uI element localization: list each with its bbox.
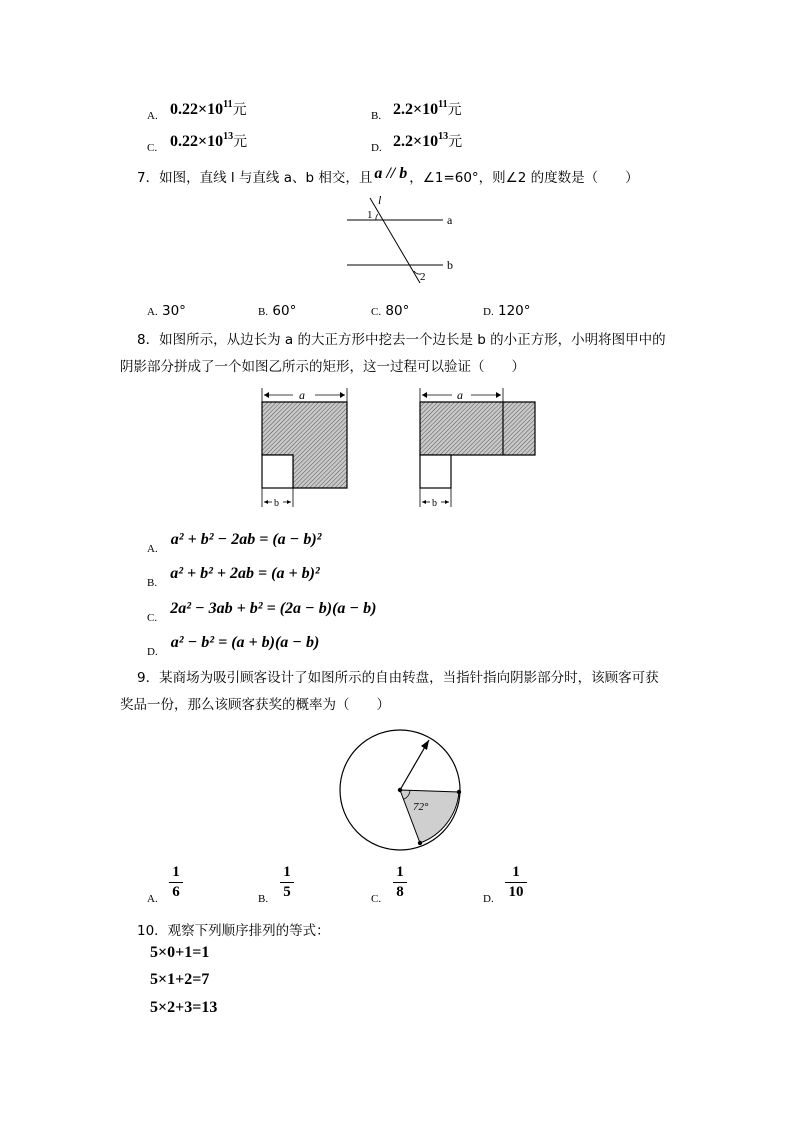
angle-label: 72° <box>413 801 429 813</box>
q8-option-a: $_{A.}$ a² + b² − 2ab = (a − b)² <box>147 531 322 555</box>
line-l <box>370 198 420 283</box>
q8-stem-line1: 8．如图所示，从边长为 a 的大正方形中挖去一个边长是 b 的小正方形，小明将图甲中的 <box>137 332 666 348</box>
label-1: 1 <box>367 209 373 221</box>
label-a: a <box>299 388 305 402</box>
q8-squares-figure <box>255 385 555 515</box>
label-l: l <box>378 193 382 207</box>
option-value: $0.22\times 10^{13}$元 <box>170 131 248 150</box>
q10-equation-3: 5×2+3=13 <box>150 999 218 1016</box>
option-value: $0.22\times 10^{11}$元 <box>170 99 247 118</box>
q10-equation-2: 5×1+2=7 <box>150 971 210 988</box>
q10-equation-1: 5×0+1=1 <box>150 944 210 961</box>
q9-option-b-fraction: 1 5 <box>280 864 294 901</box>
label-b: b <box>447 258 453 272</box>
option-value: $2.2\times 10^{11}$元 <box>393 99 462 118</box>
q9-option-c-fraction: 1 8 <box>393 864 407 901</box>
q7-parallel-lines-figure <box>340 190 470 290</box>
option-label: A. <box>147 110 158 122</box>
figure-jia <box>262 388 347 509</box>
q9-option-d-fraction: 1 10 <box>505 864 527 901</box>
q9-stem-line2: 奖品一份，那么该顾客获奖的概率为（ ） <box>120 697 390 713</box>
q7-stem: 7．如图，直线 l 与直线 a、b 相交，且 a // b ，∠1=60°，则∠2 的度数是（ ） <box>137 165 639 186</box>
angle1-arc <box>376 214 378 220</box>
label-a: a <box>447 213 453 227</box>
q7-option-c: C. 80° <box>371 303 410 319</box>
q9-stem-line1: 9．某商场为吸引顾客设计了如图所示的自由转盘，当指针指向阴影部分时，该顾客可获 <box>137 670 659 686</box>
q7-option-d: D. 120° <box>483 303 531 319</box>
option-label: D. <box>483 893 494 905</box>
option-value: $2.2\times 10^{13}$元 <box>393 131 463 150</box>
q7-option-b: B. 60° <box>258 303 297 319</box>
label-2: 2 <box>420 271 426 283</box>
option-label: B. <box>371 110 382 122</box>
label-b: b <box>274 498 279 509</box>
q9-option-a-fraction: 1 6 <box>169 864 183 901</box>
option-label: C. <box>147 142 158 154</box>
q8-stem-line2: 阴影部分拼成了一个如图乙所示的矩形，这一过程可以验证（ ） <box>120 359 525 375</box>
label-b: b <box>432 498 437 509</box>
label-a: a <box>457 388 463 402</box>
q8-option-c: $_{C.}$ 2a² − 3ab + b² = (2a − b)(a − b) <box>147 600 377 624</box>
option-label: A. <box>147 893 158 905</box>
q8-option-d: $_{D.}$ a² − b² = (a + b)(a − b) <box>147 634 320 658</box>
q9-spinner-figure <box>330 720 470 855</box>
q7-option-a: A. 30° <box>147 303 186 319</box>
q10-stem: 10．观察下列顺序排列的等式： <box>137 923 330 939</box>
option-label: C. <box>371 893 382 905</box>
q8-option-b: $_{B.}$ a² + b² + 2ab = (a + b)² <box>147 565 320 589</box>
option-label: B. <box>258 893 269 905</box>
figure-yi <box>420 388 535 509</box>
option-label: D. <box>371 142 382 154</box>
